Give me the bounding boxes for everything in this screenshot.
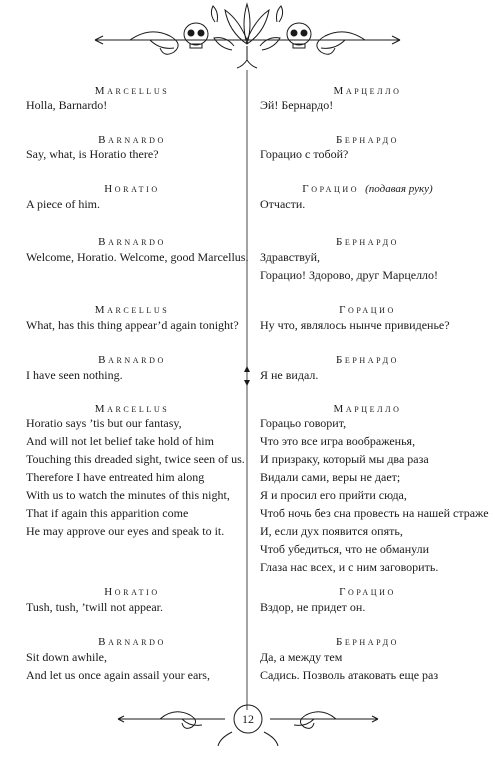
speaker-name: Марцелло [333,403,402,415]
speaker-name: Бернардо [335,236,400,248]
speaker-name: Barnardo [98,354,166,366]
speaker-name: Barnardo [98,134,166,146]
speaker-name: Горацио [339,586,396,598]
dialogue-line: Say, what, is Horatio there? [26,147,159,161]
dialogue-line: Что это все игра воображенья, [260,434,416,448]
dialogue-block [26,414,245,540]
dialogue-block [260,248,475,284]
dialogue-line: And will not let belief take hold of him [26,434,214,448]
speaker-name: Бернардо [335,354,400,366]
dialogue-line: Touching this dreaded sight, twice seen of us. [26,452,245,466]
speaker-name: Marcellus [94,85,170,97]
speaker-name: Horatio [104,183,160,195]
dialogue-line: Welcome, Horatio. Welcome, good Marcellus. [26,250,249,264]
dialogue-line: И призраку, который мы два раза [260,452,429,466]
dialogue-line: That if again this apparition come [26,506,189,520]
dialogue-line: Вздор, не придет он. [260,600,366,614]
dialogue-line: A piece of him. [26,197,100,211]
speaker-name: Бернардо [335,636,400,648]
dialogue-line: Отчасти. [260,197,306,211]
top-ornament-flourish [0,0,495,80]
dialogue-line: Эй! Бернардо! [260,98,334,112]
dialogue-line: Я и просил его прийти сюда, [260,488,407,502]
dialogue-line: И, если дух появится опять, [260,524,403,538]
dialogue-line: Горацио с тобой? [260,147,349,161]
speaker-name: Горацио [302,183,360,195]
speaker-name: Barnardo [98,636,166,648]
dialogue-line: Чтоб ночь без сна провесть на нашей страже [260,506,489,520]
speaker-name: Horatio [104,586,160,598]
speaker-name: Горацио [339,304,396,316]
dialogue-line: Ну что, являлось нынче привиденье? [260,318,450,332]
page-number: 12 [242,712,254,726]
dialogue-line: Я не видал. [260,368,319,382]
dialogue-line: He may approve our eyes and speak to it. [26,524,225,538]
dialogue-line: Чтоб убедиться, что не обманули [260,542,430,556]
speaker-with-direction [260,182,475,196]
dialogue-line: Видали сами, веры не дает; [260,470,401,484]
speaker-name: Barnardo [98,236,166,248]
speaker-name: Marcellus [94,304,170,316]
speaker-name: Бернардо [335,134,400,146]
dialogue-line: Да, а между тем [260,650,343,664]
dialogue-line: And let us once again assail your ears, [26,668,210,682]
dialogue-line: Горацио! Здорово, друг Марцелло! [260,268,439,282]
dialogue-line: Holla, Barnardo! [26,98,108,112]
dialogue-line: Глаза нас всех, и с ним заговорить. [260,560,439,574]
dialogue-line: I have seen nothing. [26,368,123,382]
dialogue-block [260,648,475,684]
column-divider [241,70,253,710]
dialogue-line: Therefore I have entreated him along [26,470,205,484]
speaker-name: Марцелло [333,85,402,97]
speaker-name: Marcellus [94,403,170,415]
dialogue-line: Горацьо говорит, [260,416,347,430]
dialogue-line: With us to watch the minutes of this night, [26,488,230,502]
stage-direction: (подавая руку) [365,183,433,195]
dialogue-block [260,414,489,576]
dialogue-line: Садись. Позволь атаковать еще раз [260,668,439,682]
dialogue-block [26,648,238,684]
dialogue-line: Horatio says ’tis but our fantasy, [26,416,182,430]
dialogue-line: Tush, tush, ’twill not appear. [26,600,164,614]
dialogue-line: What, has this thing appear’d again tonight? [26,318,239,332]
dialogue-line: Sit down awhile, [26,650,107,664]
dialogue-line: Здравствуй, [260,250,320,264]
